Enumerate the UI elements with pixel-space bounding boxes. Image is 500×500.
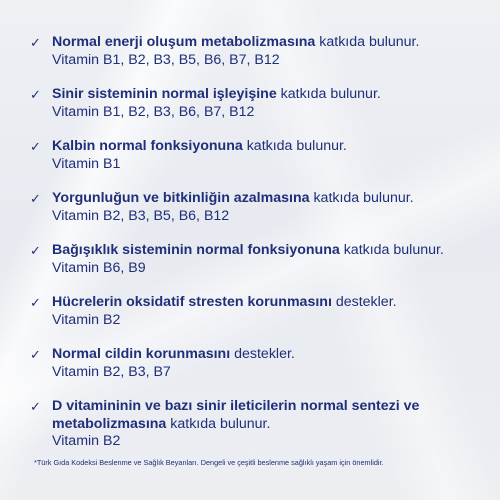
claim-text xyxy=(52,138,480,173)
claim-text xyxy=(52,86,480,121)
claim-text xyxy=(52,294,480,329)
claim-vitamins: Vitamin B1 xyxy=(52,155,121,172)
claim-item xyxy=(30,346,480,381)
claim-item xyxy=(30,138,480,173)
checkmark-icon: ✓ xyxy=(30,347,41,362)
claim-text xyxy=(52,190,480,225)
claim-rest-text: destekler. xyxy=(331,294,397,310)
footnote: *Türk Gıda Kodeksi Beslenme ve Sağlık Beyanları. Dengeli ve çeşitli beslenme sağlıklı yaşam için önemlidir. xyxy=(34,458,384,467)
claim-item xyxy=(30,190,480,225)
checkmark-icon: ✓ xyxy=(30,35,41,50)
checkmark-icon: ✓ xyxy=(30,399,41,414)
claim-text xyxy=(52,242,480,277)
claim-item xyxy=(30,86,480,121)
claim-vitamins: Vitamin B2, B3, B5, B6, B12 xyxy=(52,207,230,224)
claim-rest-text: destekler. xyxy=(230,346,295,362)
claim-rest-text: katkıda bulunur. xyxy=(276,86,381,102)
health-claims-list xyxy=(30,34,480,468)
claim-item xyxy=(30,398,480,451)
claim-bold-text: D vitamininin ve bazı sinir ileticilerin normal sentezi ve metabolizmasına xyxy=(52,398,420,432)
claim-vitamins: Vitamin B6, B9 xyxy=(52,259,146,276)
checkmark-icon: ✓ xyxy=(30,243,41,258)
claim-rest-text: katkıda bulunur. xyxy=(315,34,420,50)
claim-rest-text: katkıda bulunur. xyxy=(339,242,444,258)
claim-text xyxy=(52,346,480,381)
claim-bold-text: Sinir sisteminin normal işleyişine xyxy=(52,86,277,102)
claim-vitamins: Vitamin B2, B3, B7 xyxy=(52,363,171,380)
claim-item xyxy=(30,34,480,69)
claim-rest-text: katkıda bulunur. xyxy=(166,415,271,432)
claim-bold-text: Hücrelerin oksidatif stresten korunmasını xyxy=(52,294,332,310)
claim-vitamins: Vitamin B1, B2, B3, B6, B7, B12 xyxy=(52,103,255,120)
claim-bold-text: Kalbin normal fonksiyonuna xyxy=(52,138,243,154)
claim-bold-text: Yorgunluğun ve bitkinliğin azalmasına xyxy=(52,190,310,206)
claim-item xyxy=(30,242,480,277)
checkmark-icon: ✓ xyxy=(30,87,41,102)
claim-bold-text: Bağışıklık sisteminin normal fonksiyonuna xyxy=(52,242,340,258)
claim-item xyxy=(30,294,480,329)
checkmark-icon: ✓ xyxy=(30,191,41,206)
checkmark-icon: ✓ xyxy=(30,139,41,154)
claim-vitamins: Vitamin B1, B2, B3, B5, B6, B7, B12 xyxy=(52,51,280,68)
claim-text xyxy=(52,398,480,451)
claim-rest-text: katkıda bulunur. xyxy=(242,138,347,154)
claim-vitamins: Vitamin B2 xyxy=(52,433,121,449)
claim-bold-text: Normal cildin korunmasını xyxy=(52,346,231,362)
claim-rest-text: katkıda bulunur. xyxy=(309,190,414,206)
checkmark-icon: ✓ xyxy=(30,295,41,310)
claim-vitamins: Vitamin B2 xyxy=(52,311,121,328)
claim-text xyxy=(52,34,480,69)
claim-bold-text: Normal enerji oluşum metabolizmasına xyxy=(52,34,316,50)
